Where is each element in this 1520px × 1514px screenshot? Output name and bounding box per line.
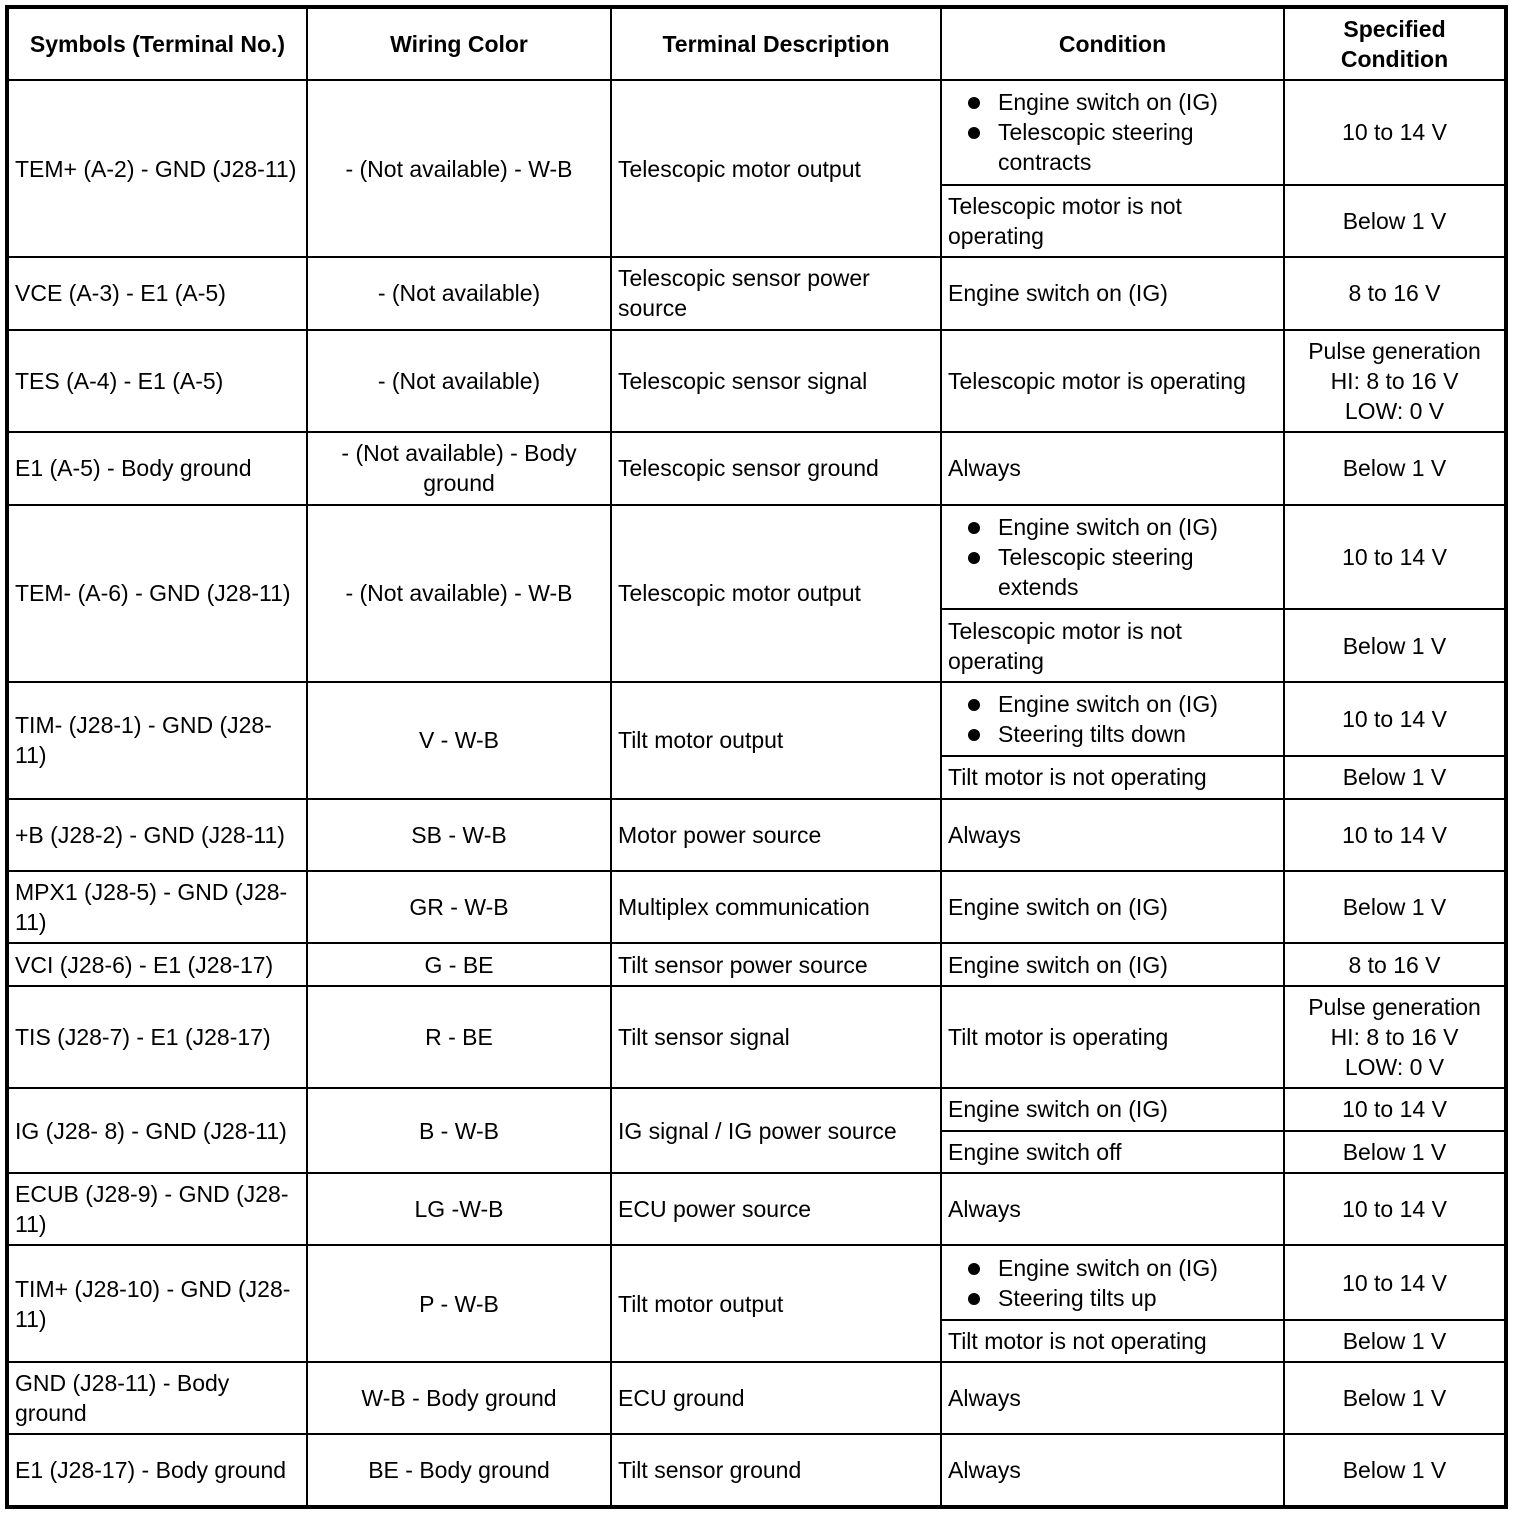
wiring-color-cell: LG -W-B — [307, 1173, 611, 1245]
specified-condition-cell: 10 to 14 V — [1284, 1088, 1506, 1130]
wiring-color-cell: P - W-B — [307, 1245, 611, 1362]
terminal-description-cell: Telescopic sensor power source — [611, 257, 941, 329]
specified-condition-cell: 8 to 16 V — [1284, 257, 1506, 329]
specified-condition-cell: Below 1 V — [1284, 1434, 1506, 1507]
terminal-description-cell: Tilt sensor ground — [611, 1434, 941, 1507]
symbol-cell: GND (J28-11) - Body ground — [7, 1362, 307, 1434]
specified-condition-cell: Below 1 V — [1284, 609, 1506, 681]
specified-condition-cell — [1284, 986, 1506, 1089]
table-row — [7, 682, 1506, 756]
header-row — [7, 7, 1506, 80]
table-row — [7, 432, 1506, 504]
condition-bullet-list — [948, 87, 1277, 177]
wiring-color-cell: BE - Body ground — [307, 1434, 611, 1507]
header-specified-condition — [1284, 7, 1506, 80]
terminal-description-cell: Motor power source — [611, 799, 941, 871]
condition-cell: Tilt motor is not operating — [941, 1320, 1284, 1362]
specified-condition-line: LOW: 0 V — [1344, 1053, 1445, 1080]
table-body — [7, 80, 1506, 1507]
condition-bullet-list — [948, 512, 1277, 602]
header-terminal-description: Terminal Description — [611, 7, 941, 80]
symbol-cell: +B (J28-2) - GND (J28-11) — [7, 799, 307, 871]
specified-condition-line: HI: 8 to 16 V — [1330, 1023, 1459, 1050]
table-row — [7, 1245, 1506, 1319]
condition-bullet-item: Telescopic steering contracts — [948, 117, 1277, 177]
condition-cell: Always — [941, 432, 1284, 504]
symbol-cell: TES (A-4) - E1 (A-5) — [7, 330, 307, 433]
terminal-description-cell: Tilt motor output — [611, 682, 941, 799]
condition-cell — [941, 80, 1284, 185]
condition-cell: Engine switch on (IG) — [941, 257, 1284, 329]
symbol-cell: E1 (J28-17) - Body ground — [7, 1434, 307, 1507]
specified-condition-line: Pulse generation — [1308, 993, 1481, 1020]
condition-cell: Telescopic motor is not operating — [941, 609, 1284, 681]
terminal-description-cell: Telescopic motor output — [611, 80, 941, 257]
specified-condition-cell: Below 1 V — [1284, 871, 1506, 943]
condition-bullet-item: Engine switch on (IG) — [948, 1253, 1277, 1283]
wiring-color-cell: B - W-B — [307, 1088, 611, 1173]
condition-cell — [941, 682, 1284, 756]
symbol-cell: ECUB (J28-9) - GND (J28-11) — [7, 1173, 307, 1245]
terminal-description-cell: Tilt sensor signal — [611, 986, 941, 1089]
terminal-description-cell: Telescopic motor output — [611, 505, 941, 682]
condition-bullet-list — [948, 1253, 1277, 1313]
specified-condition-cell: 10 to 14 V — [1284, 799, 1506, 871]
condition-cell: Telescopic motor is not operating — [941, 185, 1284, 257]
table-row — [7, 1434, 1506, 1507]
condition-cell: Always — [941, 799, 1284, 871]
terminal-description-cell: Tilt sensor power source — [611, 943, 941, 985]
specified-condition-line: Pulse generation — [1308, 337, 1481, 364]
wiring-color-cell: G - BE — [307, 943, 611, 985]
table-row — [7, 871, 1506, 943]
specified-condition-line: HI: 8 to 16 V — [1330, 367, 1459, 394]
symbol-cell: IG (J28- 8) - GND (J28-11) — [7, 1088, 307, 1173]
condition-bullet-item: Engine switch on (IG) — [948, 87, 1277, 117]
table-row — [7, 1362, 1506, 1434]
header-symbols: Symbols (Terminal No.) — [7, 7, 307, 80]
specified-condition-cell — [1284, 330, 1506, 433]
symbol-cell: VCE (A-3) - E1 (A-5) — [7, 257, 307, 329]
specified-condition-cell: Below 1 V — [1284, 1131, 1506, 1173]
condition-cell: Engine switch off — [941, 1131, 1284, 1173]
specified-condition-cell: 8 to 16 V — [1284, 943, 1506, 985]
wiring-color-cell: - (Not available) — [307, 257, 611, 329]
table-row — [7, 1088, 1506, 1130]
wiring-color-cell: - (Not available) - W-B — [307, 80, 611, 257]
header-wiring-color: Wiring Color — [307, 7, 611, 80]
condition-bullet-item: Engine switch on (IG) — [948, 512, 1277, 542]
symbol-cell: E1 (A-5) - Body ground — [7, 432, 307, 504]
specified-condition-cell: 10 to 14 V — [1284, 1245, 1506, 1319]
table-row — [7, 505, 1506, 610]
specified-condition-cell: Below 1 V — [1284, 432, 1506, 504]
header-specified-line-1: Specified — [1343, 16, 1446, 42]
specified-condition-cell: 10 to 14 V — [1284, 505, 1506, 610]
symbol-cell: TEM- (A-6) - GND (J28-11) — [7, 505, 307, 682]
terminal-description-cell: Telescopic sensor signal — [611, 330, 941, 433]
table-row — [7, 986, 1506, 1089]
symbol-cell: MPX1 (J28-5) - GND (J28-11) — [7, 871, 307, 943]
table-row — [7, 80, 1506, 185]
terminal-description-cell: Telescopic sensor ground — [611, 432, 941, 504]
symbol-cell: VCI (J28-6) - E1 (J28-17) — [7, 943, 307, 985]
wiring-color-cell: - (Not available) — [307, 330, 611, 433]
condition-bullet-item: Engine switch on (IG) — [948, 689, 1277, 719]
symbol-cell: TIS (J28-7) - E1 (J28-17) — [7, 986, 307, 1089]
wiring-color-cell: V - W-B — [307, 682, 611, 799]
symbol-cell: TIM+ (J28-10) - GND (J28-11) — [7, 1245, 307, 1362]
terminal-table — [5, 5, 1508, 1509]
symbol-cell: TEM+ (A-2) - GND (J28-11) — [7, 80, 307, 257]
wiring-color-cell: W-B - Body ground — [307, 1362, 611, 1434]
condition-bullet-list — [948, 689, 1277, 749]
condition-cell: Engine switch on (IG) — [941, 871, 1284, 943]
terminal-description-cell: Multiplex communication — [611, 871, 941, 943]
wiring-color-cell: R - BE — [307, 986, 611, 1089]
condition-cell: Always — [941, 1434, 1284, 1507]
wiring-color-cell: - (Not available) - W-B — [307, 505, 611, 682]
table-row — [7, 330, 1506, 433]
table-row — [7, 257, 1506, 329]
wiring-color-cell: GR - W-B — [307, 871, 611, 943]
specified-condition-cell: Below 1 V — [1284, 756, 1506, 798]
condition-cell: Engine switch on (IG) — [941, 943, 1284, 985]
condition-cell: Always — [941, 1362, 1284, 1434]
condition-cell — [941, 505, 1284, 610]
wiring-color-cell: SB - W-B — [307, 799, 611, 871]
condition-cell: Telescopic motor is operating — [941, 330, 1284, 433]
table-row — [7, 1173, 1506, 1245]
specified-condition-cell: 10 to 14 V — [1284, 682, 1506, 756]
wiring-color-cell: - (Not available) - Body ground — [307, 432, 611, 504]
symbol-cell: TIM- (J28-1) - GND (J28-11) — [7, 682, 307, 799]
specified-condition-cell: Below 1 V — [1284, 1320, 1506, 1362]
terminal-description-cell: IG signal / IG power source — [611, 1088, 941, 1173]
condition-bullet-item: Steering tilts up — [948, 1283, 1277, 1313]
specified-condition-cell: Below 1 V — [1284, 1362, 1506, 1434]
specified-condition-cell: 10 to 14 V — [1284, 80, 1506, 185]
terminal-description-cell: ECU power source — [611, 1173, 941, 1245]
condition-cell: Engine switch on (IG) — [941, 1088, 1284, 1130]
terminal-description-cell: ECU ground — [611, 1362, 941, 1434]
condition-bullet-item: Telescopic steering extends — [948, 542, 1277, 602]
header-specified-line-2: Condition — [1340, 46, 1449, 72]
condition-cell: Tilt motor is not operating — [941, 756, 1284, 798]
header-condition: Condition — [941, 7, 1284, 80]
specified-condition-cell: Below 1 V — [1284, 185, 1506, 257]
condition-cell: Tilt motor is operating — [941, 986, 1284, 1089]
condition-bullet-item: Steering tilts down — [948, 719, 1277, 749]
specified-condition-cell: 10 to 14 V — [1284, 1173, 1506, 1245]
terminal-description-cell: Tilt motor output — [611, 1245, 941, 1362]
table-row — [7, 943, 1506, 985]
table-row — [7, 799, 1506, 871]
condition-cell: Always — [941, 1173, 1284, 1245]
specified-condition-line: LOW: 0 V — [1344, 397, 1445, 424]
condition-cell — [941, 1245, 1284, 1319]
